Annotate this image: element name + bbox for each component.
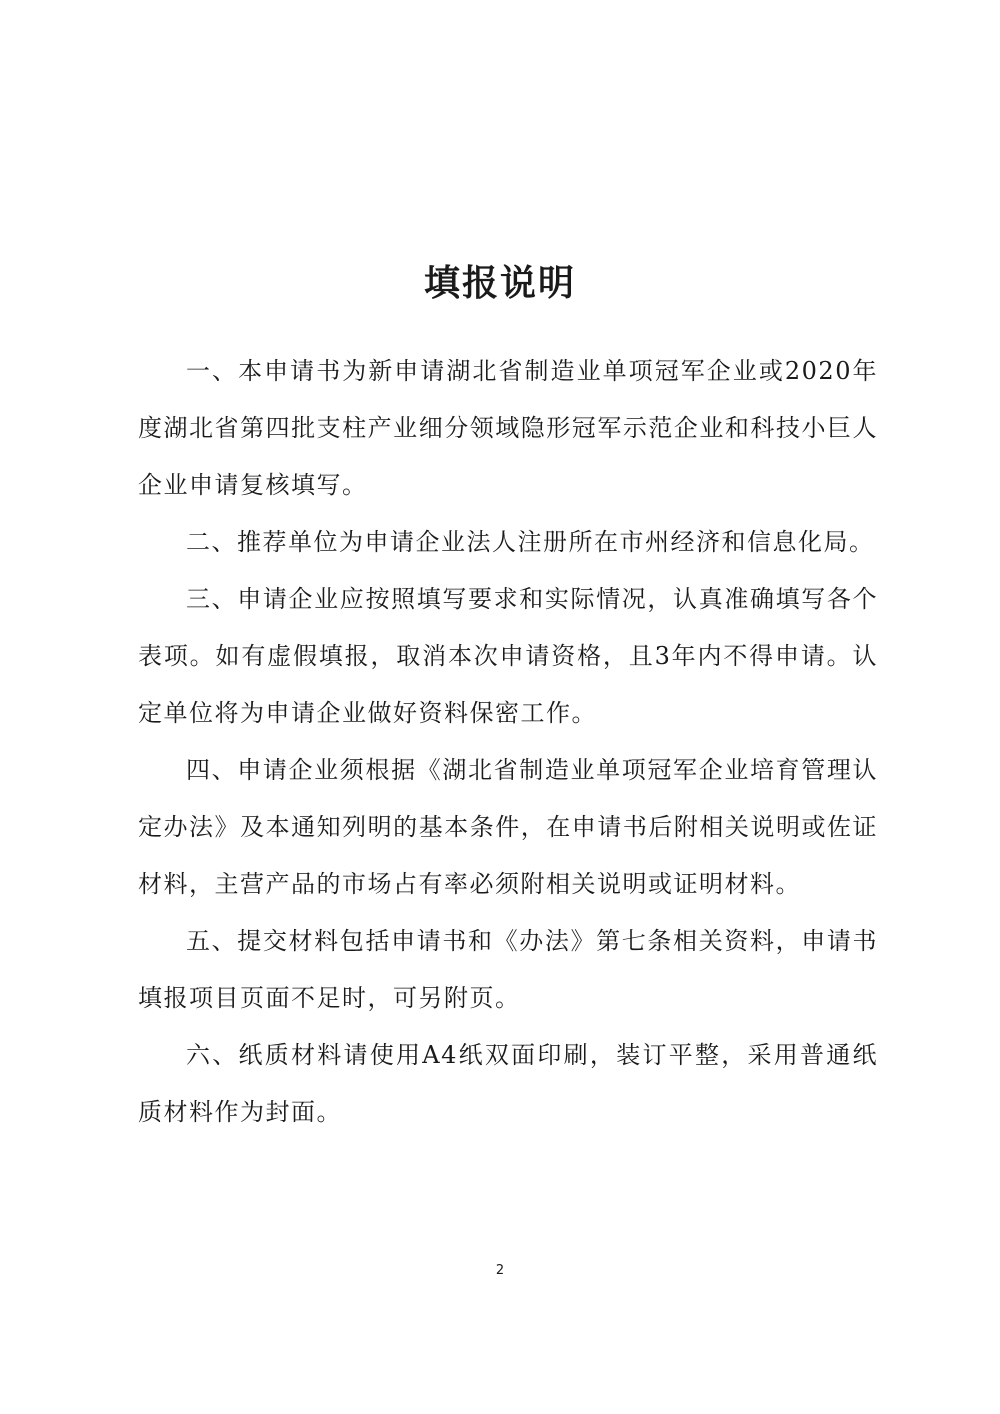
page-title: 填报说明	[423, 263, 576, 305]
instruction-paragraph-5: 五、提交材料包括申请书和《办法》第七条相关资料，申请书填报项目页面不足时，可另附页。	[138, 927, 878, 1012]
page-number: 2	[495, 1263, 505, 1278]
instruction-paragraph-6: 六、纸质材料请使用A4纸双面印刷，装订平整，采用普通纸质材料作为封面。	[138, 1041, 878, 1126]
instruction-paragraph-3: 三、申请企业应按照填写要求和实际情况，认真准确填写各个表项。如有虚假填报，取消本次申请资格，且3年内不得申请。认定单位将为申请企业做好资料保密工作。	[138, 585, 878, 727]
instruction-paragraph-1: 一、本申请书为新申请湖北省制造业单项冠军企业或2020年度湖北省第四批支柱产业细分领域隐形冠军示范企业和科技小巨人企业申请复核填写。	[138, 357, 878, 499]
instruction-paragraph-4: 四、申请企业须根据《湖北省制造业单项冠军企业培育管理认定办法》及本通知列明的基本条件，在申请书后附相关说明或佐证材料，主营产品的市场占有率必须附相关说明或证明材料。	[138, 756, 878, 898]
instructions-body	[138, 343, 878, 1141]
instruction-paragraph-2: 二、推荐单位为申请企业法人注册所在市州经济和信息化局。	[186, 528, 875, 556]
